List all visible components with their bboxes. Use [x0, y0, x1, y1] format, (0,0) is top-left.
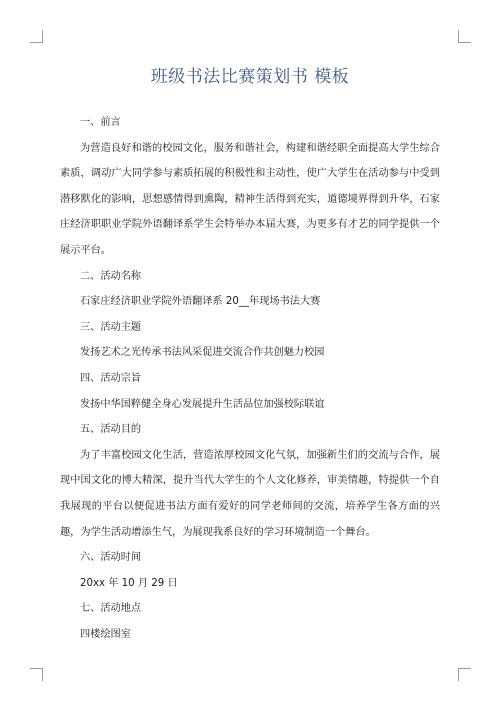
section-heading-purpose: 四、活动宗旨 [80, 372, 142, 384]
section-body-activity-name: 石家庄经济职业学院外语翻译系 20__年现场书法大赛 [80, 296, 321, 308]
crop-mark-bottom-left [30, 668, 43, 681]
section-body-location: 四楼绘图室 [80, 628, 131, 640]
crop-mark-bottom-right [458, 668, 471, 681]
section-body-time: 20xx 年 10 月 29 日 [80, 577, 178, 589]
section-body-theme: 发扬艺术之光传承书法风采促进交流合作共创魅力校园 [80, 347, 325, 359]
section-heading-activity-name: 二、活动名称 [80, 270, 142, 282]
section-heading-preface: 一、前言 [80, 117, 121, 128]
section-body-purpose: 发扬中华国粹健全身心发展提升生活品位加强校际联谊 [80, 398, 325, 410]
section-body-preface: 为营造良好和谐的校园文化，服务和谐社会，构建和谐经职全面提高大学生综合素质，调动广大同学参与素质拓展的积极性和主动性，使广大学生在活动参与中受到潜移默化的影响，思想感情得到熏陶，精神生活得到充实，道德境界得到升华，石家庄经济职职业学院外语翻译系学生会特举办本届大赛，为更多有才艺的同学提供一个展示平台。 [60, 142, 440, 256]
section-heading-goals: 五、活动目的 [80, 424, 142, 436]
document-body [60, 110, 440, 647]
crop-mark-top-left [30, 30, 43, 43]
crop-mark-top-right [458, 30, 471, 43]
section-heading-time: 六、活动时间 [80, 552, 142, 564]
section-body-goals: 为了丰富校园文化生活，营造浓厚校园文化气氛，加强新生们的交流与合作，展现中国文化的博大精深，提升当代大学生的个人文化修养，审美情趣，特提供一个自我展现的平台以便促进书法方面有爱好的同学老师间的交流，培养学生各方面的兴趣，为学生活动增添生气，为展现我系良好的学习环境制造一个舞台。 [60, 449, 440, 538]
section-heading-location: 七、活动地点 [80, 603, 142, 615]
section-heading-theme: 三、活动主题 [80, 321, 142, 333]
document-title: 班级书法比赛策划书 模板 [150, 67, 350, 87]
